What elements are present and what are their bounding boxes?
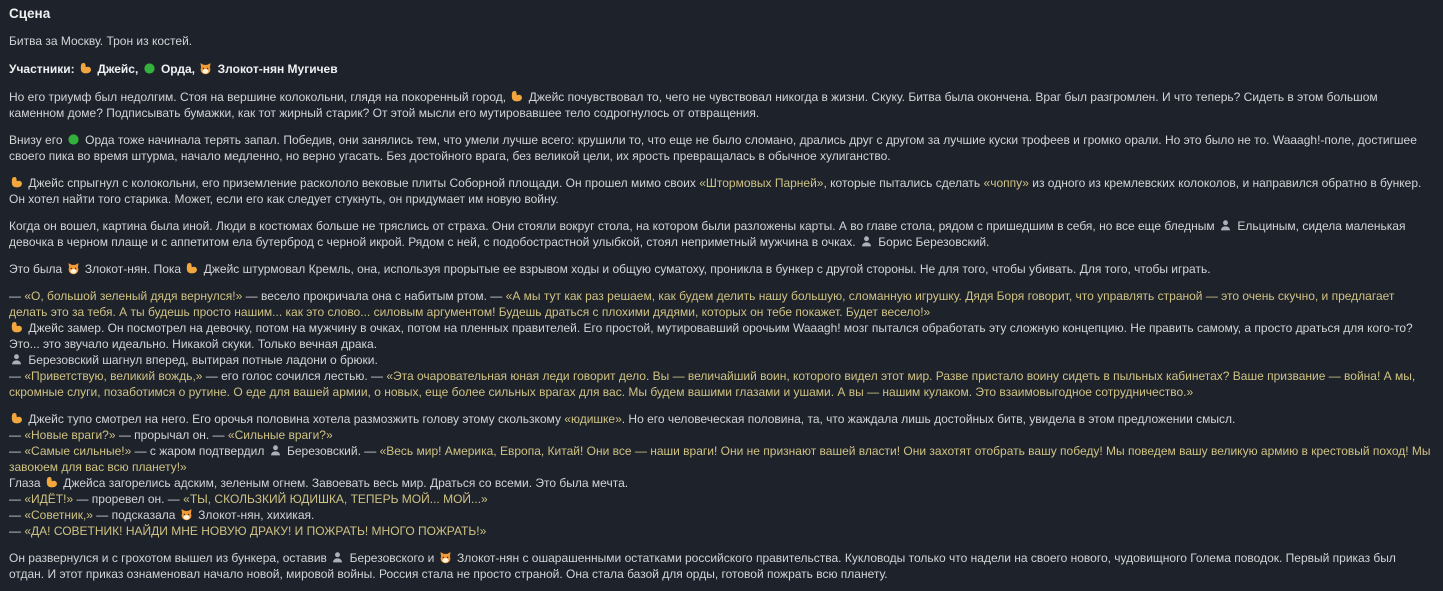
bicep-icon xyxy=(44,475,60,491)
narration-text: — весело прокричала она с набитым ртом. — xyxy=(242,289,506,303)
person-icon xyxy=(268,443,284,459)
narration-text: — проревел он. — xyxy=(73,492,184,506)
story-paragraph xyxy=(9,261,1434,277)
quote-text: «ДА! СОВЕТНИК! НАЙДИ МНЕ НОВУЮ ДРАКУ! И ПОЖРАТЬ! МНОГО ПОЖРАТЬ!» xyxy=(24,524,487,538)
narration-text: Джейс штурмовал Кремль, она, используя прорытые ее взрывом ходы и общую суматоху, проникла в бункер с другой стороны. Не для того, чтобы убивать. Для того, чтобы играть. xyxy=(200,262,1211,276)
narration-text: — с жаром подтвердил xyxy=(131,444,268,458)
story-paragraph xyxy=(9,411,1434,427)
quote-text: «Самые сильные!» xyxy=(24,444,132,458)
person-icon xyxy=(1218,218,1234,234)
scene-subtitle: Битва за Москву. Трон из костей. xyxy=(9,34,193,48)
narration-text: — xyxy=(9,289,25,303)
narration-text: — xyxy=(9,508,25,522)
quote-text: «О, большой зеленый дядя вернулся!» xyxy=(24,289,243,303)
person-icon xyxy=(9,352,25,368)
quote-text: «Эта очаровательная юная леди говорит дело. Вы — величайший воин, которого видел этот мир. Разве пристало воину сидеть в пыльных кабинетах? Ваше призвание — война! А мы, скромные слуги, позаботимся о рутине. О еде для вашей армии, о новых, еще более сильных врагах для вас. Мы будем вашими глазами и ушами. А вы — нашим кулаком. Это взаимовыгодное сотрудничество.» xyxy=(9,369,1416,399)
quote-text: «юдишке» xyxy=(564,412,622,426)
scene-message xyxy=(9,6,1434,582)
narration-text: Березовский шагнул вперед, вытирая потные ладони о брюки. xyxy=(25,353,378,367)
story-paragraph xyxy=(9,320,1434,352)
cat-icon xyxy=(198,62,214,76)
quote-text: «Весь мир! Америка, Европа, Китай! Они все — наши враги! Они не признают вашей власти! Они захотят отобрать вашу победу! Мы поведем вашу великую армию в крестовый поход! Мы завоюем для вас всю планету!» xyxy=(9,444,1431,474)
quote-text: «ТЫ, СКОЛЬЗКИЙ ЮДИШКА, ТЕПЕРЬ МОЙ... МОЙ...» xyxy=(183,492,488,506)
narration-text: Березовского и xyxy=(346,551,438,565)
story-paragraph xyxy=(9,550,1434,582)
quote-text: «Сильные враги?» xyxy=(227,428,333,442)
narration-text: — xyxy=(9,492,25,506)
story-group xyxy=(9,411,1434,539)
bicep-icon xyxy=(78,62,94,76)
narration-text: — подсказала xyxy=(92,508,179,522)
narration-text: Он развернулся и с грохотом вышел из бункера, оставив xyxy=(9,551,331,565)
bicep-icon xyxy=(9,175,25,191)
story-paragraph xyxy=(9,475,1434,491)
narration-text: — его голос сочился лестью. — xyxy=(202,369,387,383)
narration-text: , которые пытались сделать xyxy=(823,176,984,190)
participant-name: Злокот-нян Мугичев xyxy=(214,62,338,76)
story-paragraph xyxy=(9,427,1434,443)
quote-text: «А мы тут как раз решаем, как будем делить нашу большую, сломанную игрушку. Дядя Боря говорит, что управлять страной — это очень скучно, и предлагает делать это за тебя. А ты будешь просто нашим... как это слово... силовым аргументом! Будешь драться с плохими дядями, которых он тебе покажет. Будет весело!» xyxy=(9,289,1395,319)
bicep-icon xyxy=(9,411,25,427)
narration-text: Джейса загорелись адским, зеленым огнем. Завоевать весь мир. Драться со всеми. Это была мечта. xyxy=(59,476,629,490)
narration-text: Березовский. — xyxy=(283,444,380,458)
narration-text: Борис Березовский. xyxy=(874,235,990,249)
quote-text: «Советник,» xyxy=(24,508,93,522)
story-paragraph xyxy=(9,523,1434,539)
story-paragraph xyxy=(9,352,1434,368)
cat-icon xyxy=(179,507,195,523)
quote-text: «Приветствую, великий вождь,» xyxy=(24,369,203,383)
story-group xyxy=(9,89,1434,121)
quote-text: «Новые враги?» xyxy=(24,428,116,442)
bicep-icon xyxy=(9,320,25,336)
narration-text: Джейс тупо смотрел на него. Его орочья половина хотела размозжить голову этому скользкому xyxy=(25,412,565,426)
story-paragraph xyxy=(9,218,1434,250)
story-paragraph xyxy=(9,175,1434,207)
quote-text: «Штормовых Парней» xyxy=(699,176,824,190)
quote-text: «чоппу» xyxy=(983,176,1029,190)
narration-text: Это была xyxy=(9,262,66,276)
story-group xyxy=(9,132,1434,164)
participant-name: Джейс, xyxy=(94,62,142,76)
narration-text: Злокот-нян, хихикая. xyxy=(194,508,315,522)
story-paragraph xyxy=(9,368,1434,400)
narration-text: — xyxy=(9,444,25,458)
narration-text: — xyxy=(9,369,25,383)
story-paragraph xyxy=(9,507,1434,523)
story-group xyxy=(9,550,1434,582)
story-group xyxy=(9,288,1434,400)
narration-text: Глаза xyxy=(9,476,44,490)
scene-title: Сцена xyxy=(9,6,51,21)
narration-text: Орда тоже начинала терять запал. Победив, они занялись тем, что умели лучше всего: крушили то, что еще не было сломано, дрались друг с другом за лучшие куски трофеев и громко орали. Но это было не то. Waaagh!-поле, достигшее своего пика во время штурма, начало медленно, но верно угасать. Без достойного врага, без великой цели, их ярость превращалась в обычное хулиганство. xyxy=(9,133,1417,163)
green-circle-icon xyxy=(66,132,82,148)
person-icon xyxy=(859,234,875,250)
narration-text: Злокот-нян. Пока xyxy=(81,262,185,276)
participant-name: Орда, xyxy=(157,62,199,76)
cat-icon xyxy=(438,550,454,566)
quote-text: «ИДЁТ!» xyxy=(24,492,74,506)
story-group xyxy=(9,218,1434,250)
cat-icon xyxy=(66,261,82,277)
participants-label: Участники: xyxy=(9,62,78,76)
story-group xyxy=(9,261,1434,277)
narration-text: . Но его человеческая половина, та, что жаждала лишь достойных битв, увидела в этом предложении смысл. xyxy=(621,412,1236,426)
narration-text: Но его триумф был недолгим. Стоя на вершине колокольни, глядя на покоренный город, xyxy=(9,90,510,104)
story-paragraph xyxy=(9,89,1434,121)
person-icon xyxy=(330,550,346,566)
narration-text: из одного из кремлевских колоколов, и направился обратно в бункер. Он хотел найти того старика. Может, если его как следует стукнуть, он придумает им новую войну. xyxy=(9,176,1422,206)
story-paragraph xyxy=(9,491,1434,507)
bicep-icon xyxy=(509,89,525,105)
story-paragraph xyxy=(9,132,1434,164)
story-paragraph xyxy=(9,288,1434,320)
narration-text: Когда он вошел, картина была иной. Люди в костюмах больше не тряслись от страха. Они стояли вокруг стола, на котором были разложены карты. А во главе стола, рядом с пришедшим в себя, но все еще бледным xyxy=(9,219,1218,233)
narration-text: Злокот-нян с ошарашенными остатками российского правительства. Кукловоды только что надели на своего нового, чудовищного Голема поводок. Первый приказ был отдан. И этот приказ ознаменовал начало новой, мировой войны. Россия стала не просто страной. Она стала базой для орды, готовой пожрать всю планету. xyxy=(9,551,1396,581)
narration-text: Джейс замер. Он посмотрел на девочку, потом на мужчину в очках, потом на пленных правителей. Его простой, мутировавший орочьим Waaagh! мозг пытался обработать эту сложную концепцию. Не править самому, а просто драться для кого-то? Это... это звучало идеально. Никакой скуки. Только вечная драка. xyxy=(9,321,1413,351)
narration-text: Внизу его xyxy=(9,133,66,147)
narration-text: Джейс почувствовал то, чего не чувствовал никогда в жизни. Скуку. Битва была окончена. Враг был разгромлен. И что теперь? Сидеть в этом большом каменном доме? Подписывать бумажки, как тот жирный старик? От этой мысли его мутировавшее тело содрогнулось от отвращения. xyxy=(9,90,1378,120)
participants-line xyxy=(9,62,1434,76)
narration-text: Джейс спрыгнул с колокольни, его приземление раскололо вековые плиты Соборной площади. Он прошел мимо своих xyxy=(25,176,700,190)
story-paragraph xyxy=(9,443,1434,475)
story-group xyxy=(9,175,1434,207)
bicep-icon xyxy=(184,261,200,277)
green-circle-icon xyxy=(142,62,158,76)
narration-text: Ельциным, сидела маленькая девочка в черном плаще и с аппетитом ела бутерброд с черной икрой. Рядом с ней, с подобострастной улыбкой, стоял неприметный мужчина в очках. xyxy=(9,219,1406,249)
narration-text: — прорычал он. — xyxy=(115,428,228,442)
narration-text: — xyxy=(9,524,25,538)
story-text xyxy=(9,89,1434,582)
narration-text: — xyxy=(9,428,25,442)
